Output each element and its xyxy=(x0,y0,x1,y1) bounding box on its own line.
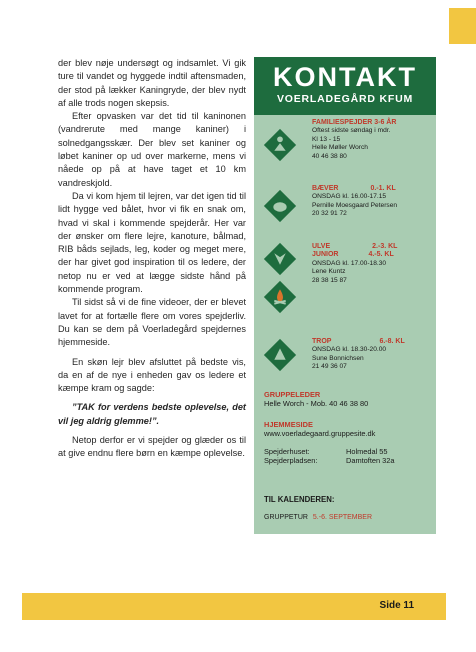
group-line: Oftest sidste søndag i mdr. xyxy=(312,127,391,135)
page-corner-tab xyxy=(449,8,476,44)
leader-text: Helle Worch - Mob. 40 46 38 80 xyxy=(264,399,369,409)
group-line: Sune Bonnichsen xyxy=(312,354,364,362)
group-familiespejder xyxy=(312,119,396,161)
group-ulve-junior xyxy=(312,243,397,285)
calendar-date: 5.-6. SEPTEMBER xyxy=(312,514,373,521)
article-quote: ”TAK for verdens bedste oplevelse, det vil jeg aldrig glemme!”. xyxy=(58,402,246,426)
fire-emblem-icon xyxy=(261,278,299,316)
family-emblem-icon xyxy=(261,126,299,164)
group-name: ULVE xyxy=(312,243,331,250)
group-name: JUNIOR xyxy=(312,251,339,259)
footer-bar xyxy=(22,593,446,620)
group-name: BÆVER xyxy=(312,185,339,192)
group-baever xyxy=(312,185,397,219)
group-trop xyxy=(312,338,405,372)
house-value: Holmedal 55 xyxy=(346,447,388,456)
beaver-emblem-icon xyxy=(261,187,299,225)
contact-subtitle: VOERLADEGÅRD KFUM xyxy=(276,93,414,105)
group-name: TROP xyxy=(312,338,332,345)
calendar-label: GRUPPETUR xyxy=(264,514,308,521)
article-column xyxy=(58,57,246,461)
web-url[interactable]: www.voerladegaard.gruppesite.dk xyxy=(264,429,376,439)
leader-section xyxy=(264,390,368,409)
group-line: Helle Møller Worch xyxy=(312,144,368,152)
address-table xyxy=(264,447,394,466)
calendar-entry xyxy=(264,513,372,522)
calendar-heading: TIL KALENDEREN: xyxy=(264,495,335,504)
leader-heading: GRUPPELEDER xyxy=(264,390,321,399)
contact-box xyxy=(254,57,436,534)
article-paragraph: Til sidst så vi de fine videoer, der er blevet lavet for at fortælle flere om vores spejderliv. Du kan se dem på Voerladegård spejdernes hjemmeside. xyxy=(58,297,246,348)
place-label: Spejderpladsen: xyxy=(264,456,318,466)
article-paragraph: Efter opvasken var det tid til kaninonen (vandrerute med mange kaniner) i solnedgangsskær. Der blev set kaniner og løbet kaniner op ud over markerne, mens vi nåede op på at have taget et 10 km vandreskjold. xyxy=(58,111,246,188)
group-line: Kl 13 - 15 xyxy=(312,135,341,143)
contact-title: KONTAKT xyxy=(273,62,417,92)
wolf-emblem-icon xyxy=(261,240,299,278)
group-ages: 0.-1. KL xyxy=(370,185,396,192)
group-line: Pernille Moesgaard Petersen xyxy=(312,201,398,209)
group-line: Lene Kuntz xyxy=(312,268,346,276)
group-line: 40 46 38 80 xyxy=(312,152,347,160)
group-line: 20 32 91 72 xyxy=(312,210,347,218)
group-line: ONSDAG kl. 18.30-20.00 xyxy=(312,346,387,354)
group-line: 28 38 15 87 xyxy=(312,276,347,284)
article-paragraph: En skøn lejr blev afsluttet på bedste vis, da en af de nye i enheden gav os ledere et kæmpe kram og sagde: xyxy=(58,356,246,394)
group-ages: 2.-3. KL xyxy=(372,243,398,250)
contact-header xyxy=(254,57,436,115)
house-label: Spejderhuset: xyxy=(264,447,310,456)
article-paragraph: der blev nøje undersøgt og indsamlet. Vi gik ture til vandet og hyggede indtil aftensmaden, der stod på lækker Kaningryde, der blev nydt af alle trods nogen skepsis. xyxy=(58,58,246,108)
place-value: Damtoften 32a xyxy=(346,456,395,466)
group-ages: 4.-5. KL xyxy=(368,251,394,259)
group-ages: 6.-8. KL xyxy=(379,338,405,345)
group-line: ONSDAG kl. 16.00-17.15 xyxy=(312,193,387,201)
article-paragraph: Netop derfor er vi spejder og glæder os til at give endnu flere børn en kæmpe oplevelse. xyxy=(58,435,246,459)
group-line: 21 49 36 07 xyxy=(312,363,347,371)
group-name: FAMILIESPEJDER 3-6 ÅR xyxy=(312,119,397,126)
web-section xyxy=(264,420,375,439)
web-heading: HJEMMESIDE xyxy=(264,420,313,429)
group-line: ONSDAG kl. 17.00-18.30 xyxy=(312,259,387,267)
page-number: Side 11 xyxy=(379,600,414,611)
article-paragraph: Da vi kom hjem til lejren, var det igen tid til lidt hygge ved bålet, hvor vi fik en snak om, hvad vi skal i kommende spejderår. Her var der ønsker om flere lejre, kanoture, bålmad, RIB båds sejlads, leg, koder og meget mere, der har givet god inspiration til os ledere, der netop nu er ved at lægge sidste hånd på kommende program. xyxy=(58,190,246,295)
troop-emblem-icon xyxy=(261,336,299,374)
